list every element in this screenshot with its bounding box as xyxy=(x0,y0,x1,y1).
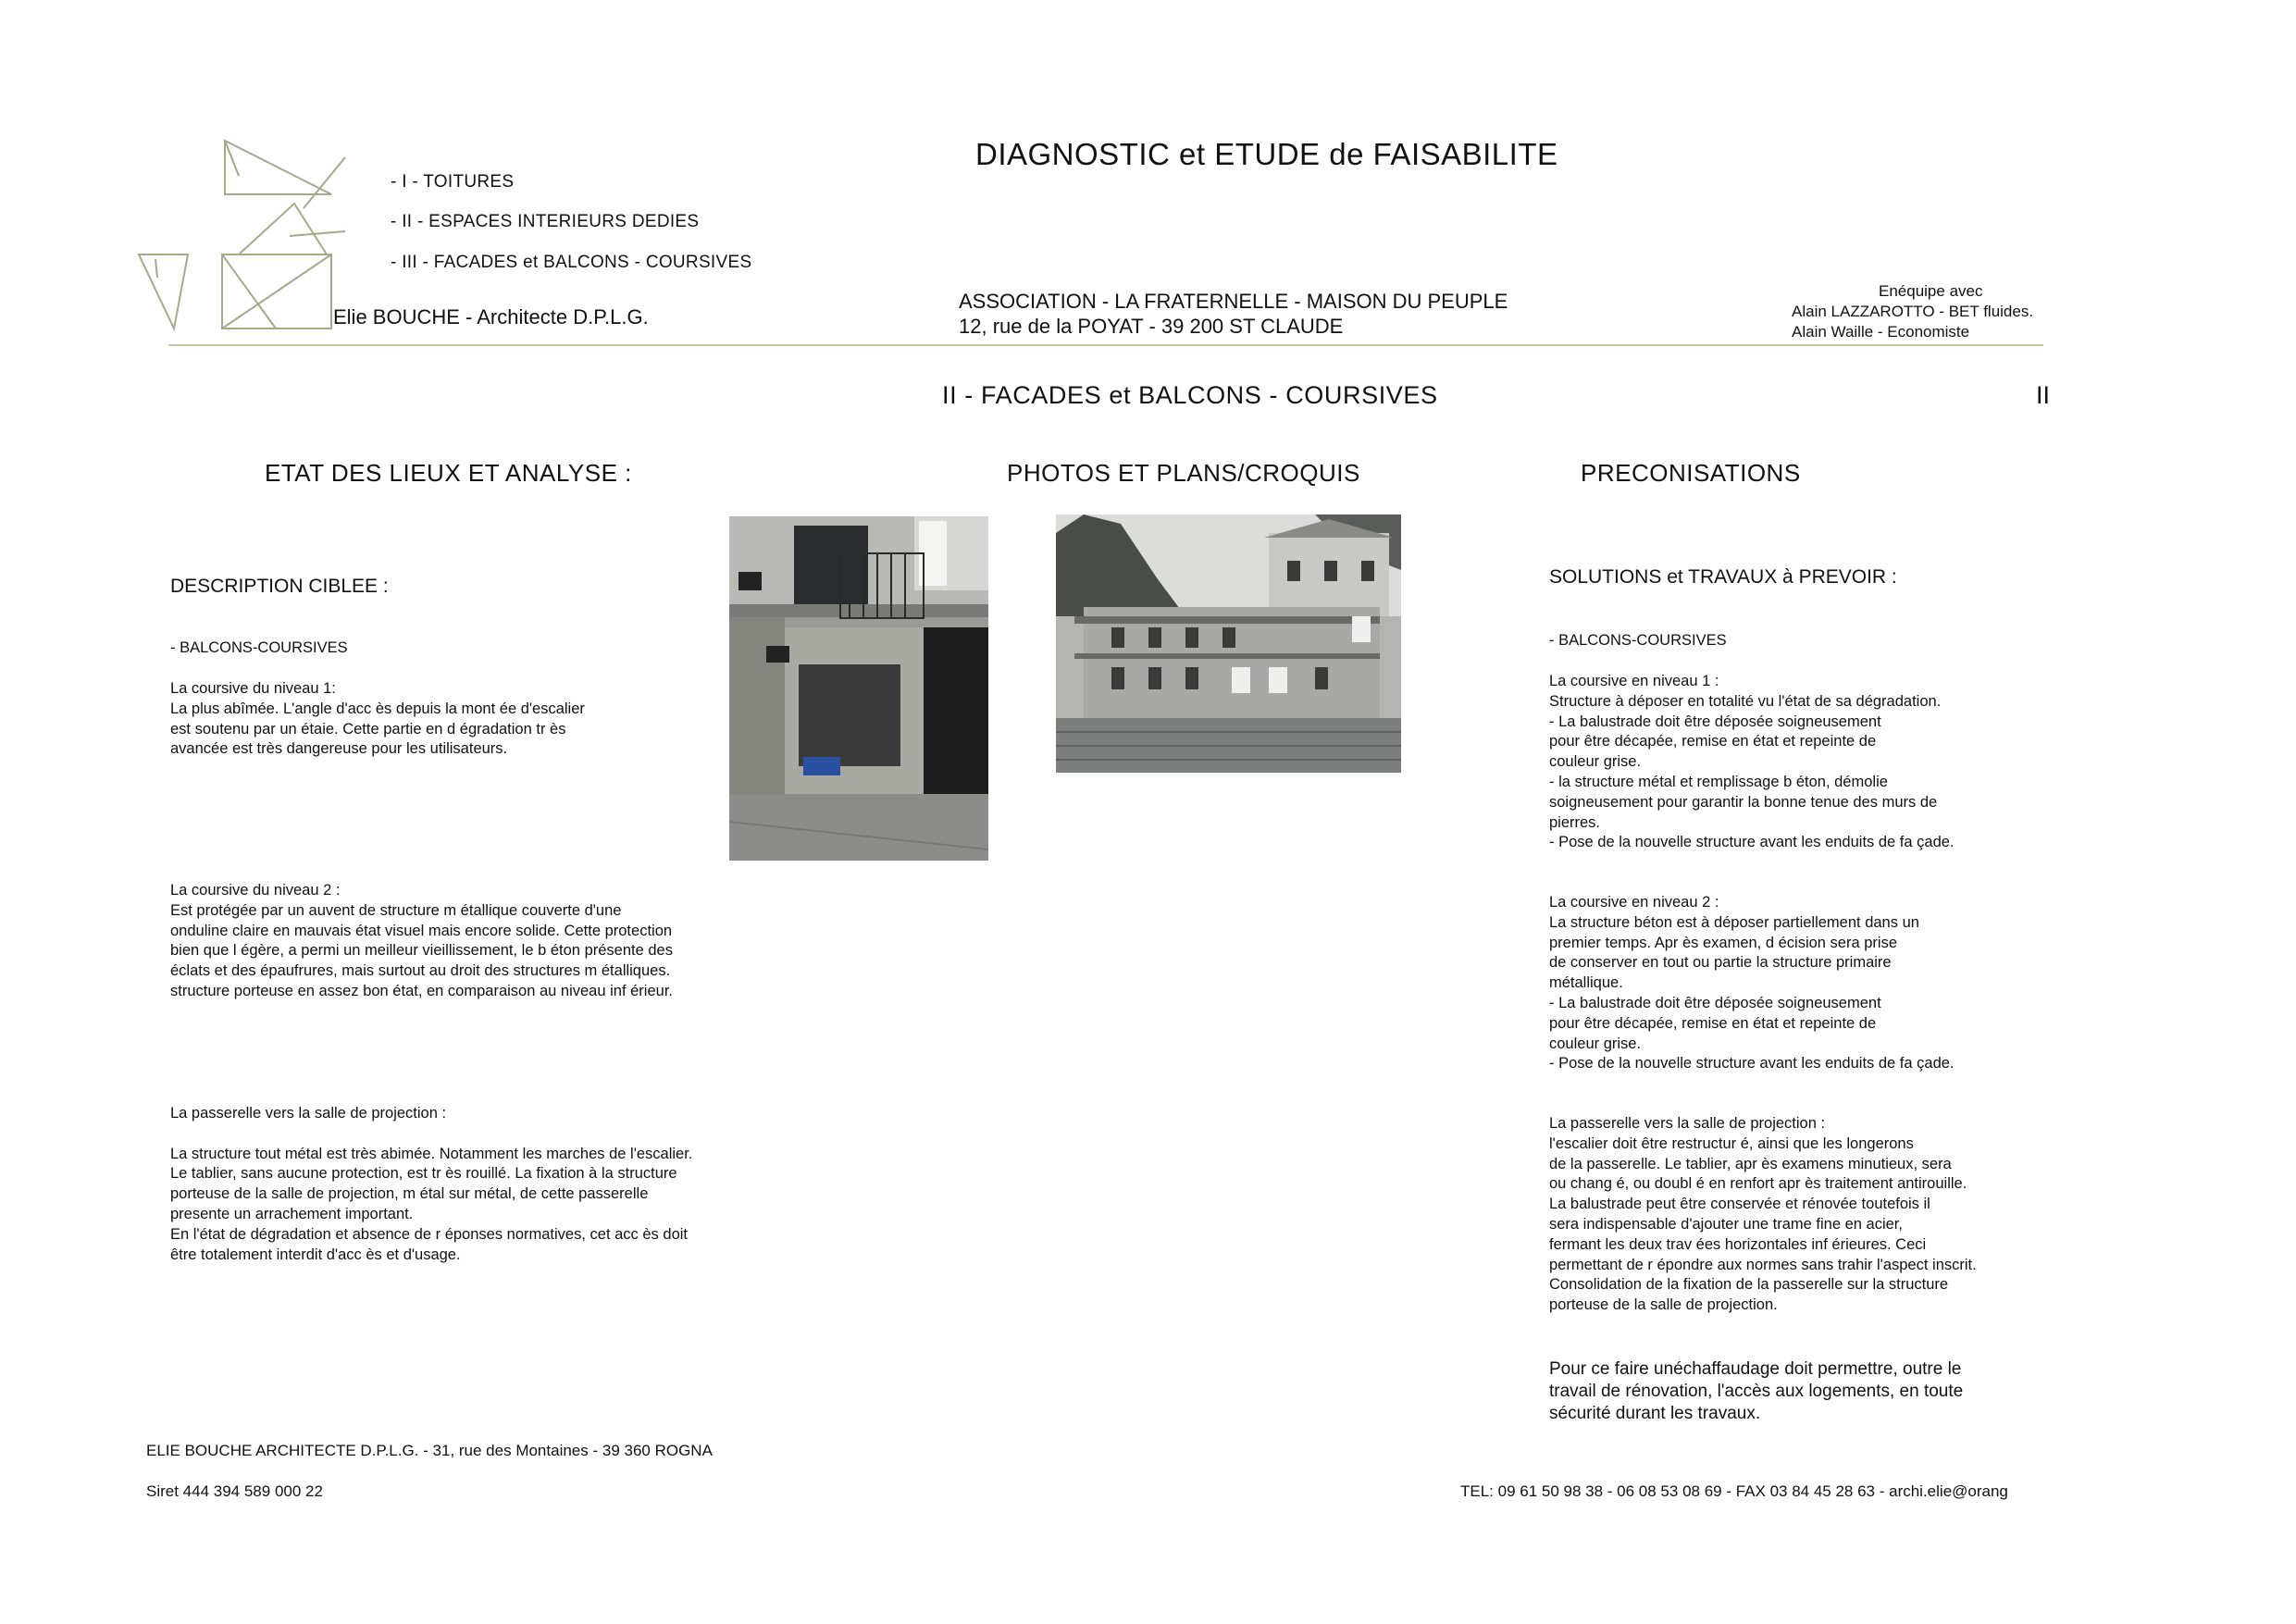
architect-logo xyxy=(137,139,350,333)
menu-item-espaces: - II - ESPACES INTERIEURS DEDIES xyxy=(391,212,700,231)
right-paragraph-passerelle: La passerelle vers la salle de projection : l'escalier doit être restructur é, ainsi que les longerons de la passerelle. Le tablier, apr ès examens minutieux, sera ou chang é, ou doubl é en renfort apr ès traitement antirouille. La balustrade peut être conservée et rénovée toutefois il sera indispensable d'ajouter une trame fine en acier, fermant les deux trav ées horizontales inf érieures. Ceci permettant de r épondre aux normes sans trahir l'aspect inscrit. Consolidation de la fixation de la passerelle sur la structure porteuse de la salle de projection. xyxy=(1549,1115,1977,1314)
right-paragraph-level2: La coursive en niveau 2 : La structure béton est à déposer partiellement dans un premier temps. Apr ès examen, d écision sera prise de conserver en tout ou partie la structure primaire métallique. - La balustrade doit être déposée soigneusement pour être décapée, remise en état et repeinte de couleur grise. - Pose de la nouvelle structure avant les enduits de fa çade. xyxy=(1549,894,1955,1072)
left-paragraph-level1: La coursive du niveau 1: La plus abîmée. L'angle d'acc ès depuis la mont ée d'escalier est soutenu par un étaie. Cette partie en d égradation tr ès avancée est très dangereuse pour les utilisateurs. xyxy=(170,680,585,758)
right-category: - BALCONS-COURSIVES xyxy=(1549,632,1727,649)
solutions-subheading: SOLUTIONS et TRAVAUX à PREVOIR : xyxy=(1549,566,1897,588)
association-address: 12, rue de la POYAT - 39 200 ST CLAUDE xyxy=(959,315,1344,338)
right-paragraph-level1: La coursive en niveau 1 : Structure à déposer en totalité vu l'état de sa dégradation. - La balustrade doit être déposée soigneusement pour être décapée, remise en état et repeinte de couleur grise. - la structure métal et remplissage b éton, démolie soigneusement pour garantir la bonne tenue des murs de pierres. - Pose de la nouvelle structure avant les enduits de fa çade. xyxy=(1549,673,1955,851)
courtyard-passage-photo xyxy=(729,516,988,861)
left-column-heading: ETAT DES LIEUX ET ANALYSE : xyxy=(265,459,632,487)
association-name: ASSOCIATION - LA FRATERNELLE - MAISON DU PEUPLE xyxy=(959,290,1508,313)
section-title: II - FACADES et BALCONS - COURSIVES xyxy=(942,381,1438,409)
document-title: DIAGNOSTIC et ETUDE de FAISABILITE xyxy=(975,137,1558,171)
footer-siret: Siret 444 394 589 000 22 xyxy=(146,1482,323,1500)
association-block xyxy=(959,289,1508,339)
menu-item-facades: - III - FACADES et BALCONS - COURSIVES xyxy=(391,253,752,272)
team-member-economist: Alain Waille - Economiste xyxy=(1792,323,1970,341)
middle-column-heading: PHOTOS ET PLANS/CROQUIS xyxy=(1007,459,1360,487)
team-block xyxy=(1792,281,2069,342)
architect-name: Elie BOUCHE - Architecte D.P.L.G. xyxy=(333,305,649,329)
team-member-fluids: Alain LAZZAROTTO - BET fluides. xyxy=(1792,303,2034,320)
section-number: II xyxy=(2036,381,2051,409)
left-category: - BALCONS-COURSIVES xyxy=(170,639,348,656)
left-paragraph-level2: La coursive du niveau 2 : Est protégée par un auvent de structure m étallique couverte d'une onduline claire en mauvais état visuel mais encore solide. Cette protection bien que l égère, a permi un meilleur vieillissement, le b éton présente des éclats et des épaufrures, mais surtout au droit des structures m étalliques. structure porteuse en assez bon état, en comparaison au niveau inf érieur. xyxy=(170,882,673,999)
description-subheading: DESCRIPTION CIBLEE : xyxy=(170,576,389,597)
header-divider xyxy=(168,344,2043,346)
right-column-heading: PRECONISATIONS xyxy=(1581,459,1801,487)
courtyard-facades-photo xyxy=(1056,514,1401,773)
menu-item-toitures: - I - TOITURES xyxy=(391,172,515,192)
team-intro: Enéquipe avec xyxy=(1879,282,1983,300)
left-paragraph-passerelle: La passerelle vers la salle de projection : La structure tout métal est très abimée. Notamment les marches de l'escalier. Le tablier, sans aucune protection, est tr ès rouillé. La fixation à la structure porteuse de la salle de projection, m étal sur métal, de cette passerelle presente un arrachement important. En l'état de dégradation et absence de r éponses normatives, cet acc ès doit être totalement interdit d'acc ès et d'usage. xyxy=(170,1105,693,1263)
footer-contact: TEL: 09 61 50 98 38 - 06 08 53 08 69 - FAX 03 84 45 28 63 - archi.elie@orang xyxy=(1460,1482,2008,1500)
footer-address: ELIE BOUCHE ARCHITECTE D.P.L.G. - 31, rue des Montaines - 39 360 ROGNA xyxy=(146,1442,713,1459)
right-paragraph-scaffolding: Pour ce faire unéchaffaudage doit permettre, outre le travail de rénovation, l'accès aux logements, en toute sécurité durant les travaux. xyxy=(1549,1359,1964,1423)
